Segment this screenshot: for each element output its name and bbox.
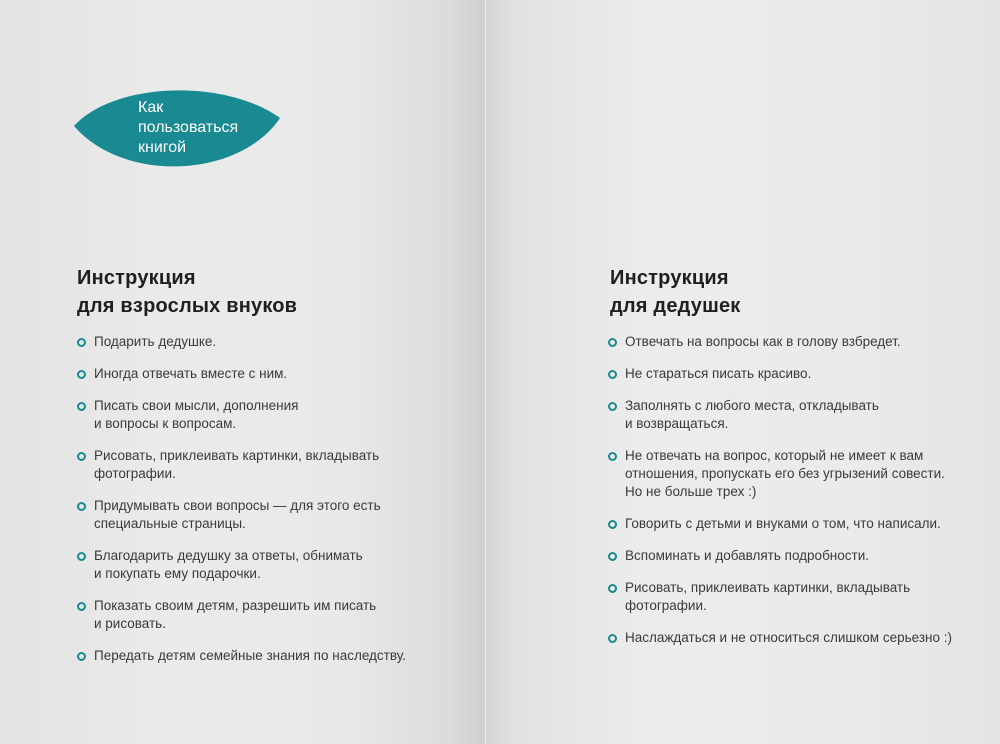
list-item: [608, 547, 988, 565]
bullet-icon: [77, 652, 86, 661]
how-to-use-badge: [74, 88, 282, 174]
item-line: специальные страницы.: [94, 516, 246, 531]
bullet-icon: [77, 452, 86, 461]
bullet-icon: [77, 502, 86, 511]
badge-line: пользоваться: [138, 119, 239, 136]
item-line: фотографии.: [94, 466, 176, 481]
list-item: [608, 579, 988, 615]
grandchildren-instructions-list: [77, 333, 437, 679]
item-line: отношения, пропускать его без угрызений совести.: [625, 466, 945, 481]
title-line: Инструкция: [77, 267, 196, 289]
list-item: [77, 333, 437, 351]
title-line: Инструкция: [610, 267, 729, 289]
list-item: [77, 597, 437, 633]
grandfathers-instructions-list: [608, 333, 988, 661]
item-line: фотографии.: [625, 598, 707, 613]
item-line: Отвечать на вопросы как в голову взбредет.: [625, 334, 901, 349]
list-item: [77, 365, 437, 383]
list-item: [608, 365, 988, 383]
list-item: [608, 333, 988, 351]
item-line: и рисовать.: [94, 616, 166, 631]
item-line: Говорить с детьми и внуками о том, что написали.: [625, 516, 941, 531]
list-item: [608, 629, 988, 647]
item-line: Наслаждаться и не относиться слишком серьезно :): [625, 630, 952, 645]
bullet-icon: [608, 402, 617, 411]
item-line: Заполнять с любого места, откладывать: [625, 398, 879, 413]
item-line: и вопросы к вопросам.: [94, 416, 237, 431]
bullet-icon: [608, 552, 617, 561]
title-line: для взрослых внуков: [77, 295, 298, 317]
item-line: Не стараться писать красиво.: [625, 366, 812, 381]
list-item: [608, 447, 988, 501]
item-line: Рисовать, приклеивать картинки, вкладывать: [625, 580, 911, 595]
item-line: Благодарить дедушку за ответы, обнимать: [94, 548, 363, 563]
bullet-icon: [608, 584, 617, 593]
item-line: Не отвечать на вопрос, который не имеет к вам: [625, 448, 924, 463]
item-line: и возвращаться.: [625, 416, 729, 431]
badge-line: Как: [138, 99, 164, 116]
list-item: [608, 397, 988, 433]
item-line: Передать детям семейные знания по наследству.: [94, 648, 406, 663]
bullet-icon: [77, 552, 86, 561]
list-item: [77, 647, 437, 665]
list-item: [77, 447, 437, 483]
bullet-icon: [77, 338, 86, 347]
title-line: для дедушек: [610, 295, 741, 317]
item-line: Показать своим детям, разрешить им писать: [94, 598, 377, 613]
grandfathers-instructions-title: [610, 264, 741, 320]
bullet-icon: [608, 452, 617, 461]
bullet-icon: [608, 634, 617, 643]
item-line: Но не больше трех :): [625, 484, 757, 499]
bullet-icon: [608, 338, 617, 347]
left-page: [0, 0, 486, 744]
bullet-icon: [608, 370, 617, 379]
grandchildren-instructions-title: [77, 264, 297, 320]
item-line: Придумывать свои вопросы — для этого есть: [94, 498, 381, 513]
badge-text: [138, 98, 278, 158]
item-line: Рисовать, приклеивать картинки, вкладывать: [94, 448, 380, 463]
bullet-icon: [608, 520, 617, 529]
item-line: Иногда отвечать вместе с ним.: [94, 366, 288, 381]
item-line: Подарить дедушке.: [94, 334, 217, 349]
item-line: и покупать ему подарочки.: [94, 566, 261, 581]
list-item: [77, 497, 437, 533]
bullet-icon: [77, 602, 86, 611]
bullet-icon: [77, 402, 86, 411]
bullet-icon: [77, 370, 86, 379]
list-item: [77, 547, 437, 583]
item-line: Вспоминать и добавлять подробности.: [625, 548, 869, 563]
list-item: [608, 515, 988, 533]
item-line: Писать свои мысли, дополнения: [94, 398, 299, 413]
badge-line: книгой: [138, 139, 187, 156]
list-item: [77, 397, 437, 433]
